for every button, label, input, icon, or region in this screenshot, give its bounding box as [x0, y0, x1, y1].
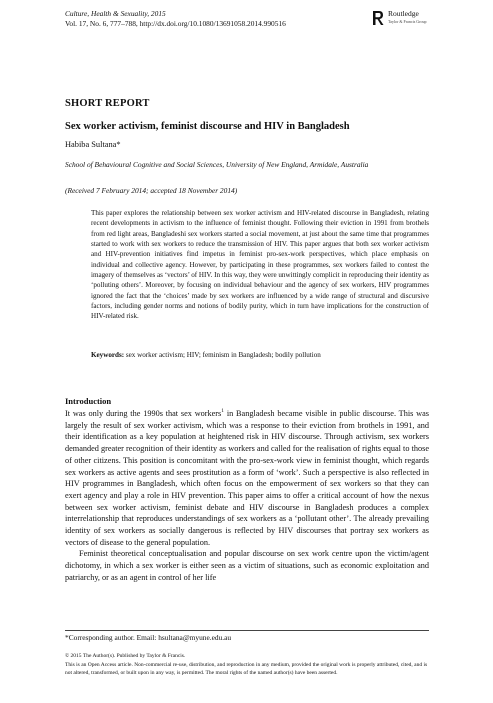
- publisher-tagline: Taylor & Francis Group: [388, 19, 427, 24]
- journal-header: [65, 9, 286, 29]
- keywords-list: sex worker activism; HIV; feminism in Bangladesh; bodily pollution: [125, 351, 321, 359]
- publisher-name: Routledge: [388, 9, 419, 18]
- paragraph: Feminist theoretical conceptualisation and popular discourse on sex work centre upon the victim/agent dichotomy, in which a sex worker is either seen as a victim of situations, such as economic exploitation and patriarchy, or as an agent in control of her life: [65, 549, 429, 582]
- copyright-line: © 2015 The Author(s). Published by Taylor & Francis.: [65, 653, 186, 659]
- author-name: Habiba Sultana*: [65, 140, 121, 149]
- paragraph: [65, 408, 429, 548]
- email-link[interactable]: hsultana@myune.edu.au: [158, 633, 232, 642]
- author-affiliation: School of Behavioural Cognitive and Social Sciences, University of New England, Armidale, Australia: [65, 160, 369, 169]
- paragraph-start: It was only during the 1990s that sex workers: [65, 409, 222, 418]
- footnote-marker[interactable]: 1: [221, 408, 225, 414]
- section-label: SHORT REPORT: [65, 98, 150, 109]
- journal-citation[interactable]: Vol. 17, No. 6, 777–788, http://dx.doi.org/10.1080/13691058.2014.990516: [65, 19, 286, 28]
- footnote-divider: [65, 630, 429, 631]
- abstract: This paper explores the relationship between sex worker activism and HIV-related discourse in Bangladesh, relating recent developments in activism to the influence of feminist thought. Following their eviction in 1991 from brothels from red light areas, Bangladeshi sex workers started a social movement, at just about the same time that programmes started to work with sex workers to reduce the transmission of HIV. This paper argues that both sex worker activism and HIV-prevention initiatives find impetus in feminist pro-sex-work perspectives, which place emphasis on individual and collective agency. However, by participating in these programmes, sex workers failed to contest the imagery of themselves as ‘vectors’ of HIV. In this way, they were unwittingly complicit in reproducing their identity as ‘polluting others’. Moreover, by focusing on individual behaviour and the agency of sex workers, HIV programmes ignored the fact that the ‘choices’ made by sex workers are influenced by a wide range of structural and discursive factors, including gender norms and notions of bodily purity, which in turn have implications for the construction of HIV-related risk.: [91, 209, 429, 321]
- keywords: [91, 351, 436, 359]
- corresponding-label: *Corresponding author. Email:: [65, 633, 159, 642]
- article-title: Sex worker activism, feminist discourse and HIV in Bangladesh: [65, 121, 350, 132]
- license-footer: [65, 652, 429, 678]
- body-text: [65, 408, 429, 584]
- publisher-logo: [371, 10, 427, 26]
- introduction-heading: Introduction: [65, 396, 112, 406]
- license-text: This is an Open Access article. Non-commercial re-use, distribution, and reproduction in any medium, provided the original work is properly attributed, cited, and is not altered, transformed, or built upon in any way, is permitted. The moral rights of the named author(s) have been asserted.: [65, 661, 428, 676]
- paragraph-rest: in Bangladesh became visible in public discourse. This was largely the result of sex worker activism, which was a response to their eviction from brothels in 1991, and their identification as a key population at heightened risk in HIV discourse. Through activism, sex workers demanded greater recognition of their identity as workers and called for the realisation of rights equal to those of other citizens. This position is concomitant with the pro-sex-work view in feminist thought, which regards sex workers as active agents and sees prostitution as a form of ‘work’. Such a perspective is also reflected in HIV programmes in Bangladesh, which often focus on the empowerment of sex workers so that they can exert agency and play a role in HIV prevention. This paper aims to offer a critical account of how the nexus between sex worker activism, feminist debate and HIV discourse in Bangladesh produces a complex interrelationship that reproduces understandings of sex workers as a ‘pollutant other’. The already prevailing identity of sex workers as socially dangerous is reflected by HIV discourses that portray sex workers as vectors of disease to the general population.: [65, 409, 429, 547]
- routledge-r-icon: [371, 10, 385, 26]
- received-dates: (Received 7 February 2014; accepted 18 November 2014): [65, 186, 238, 195]
- keywords-label: Keywords:: [91, 351, 125, 359]
- journal-name: Culture, Health & Sexuality, 2015: [65, 9, 166, 18]
- corresponding-author: [65, 633, 231, 642]
